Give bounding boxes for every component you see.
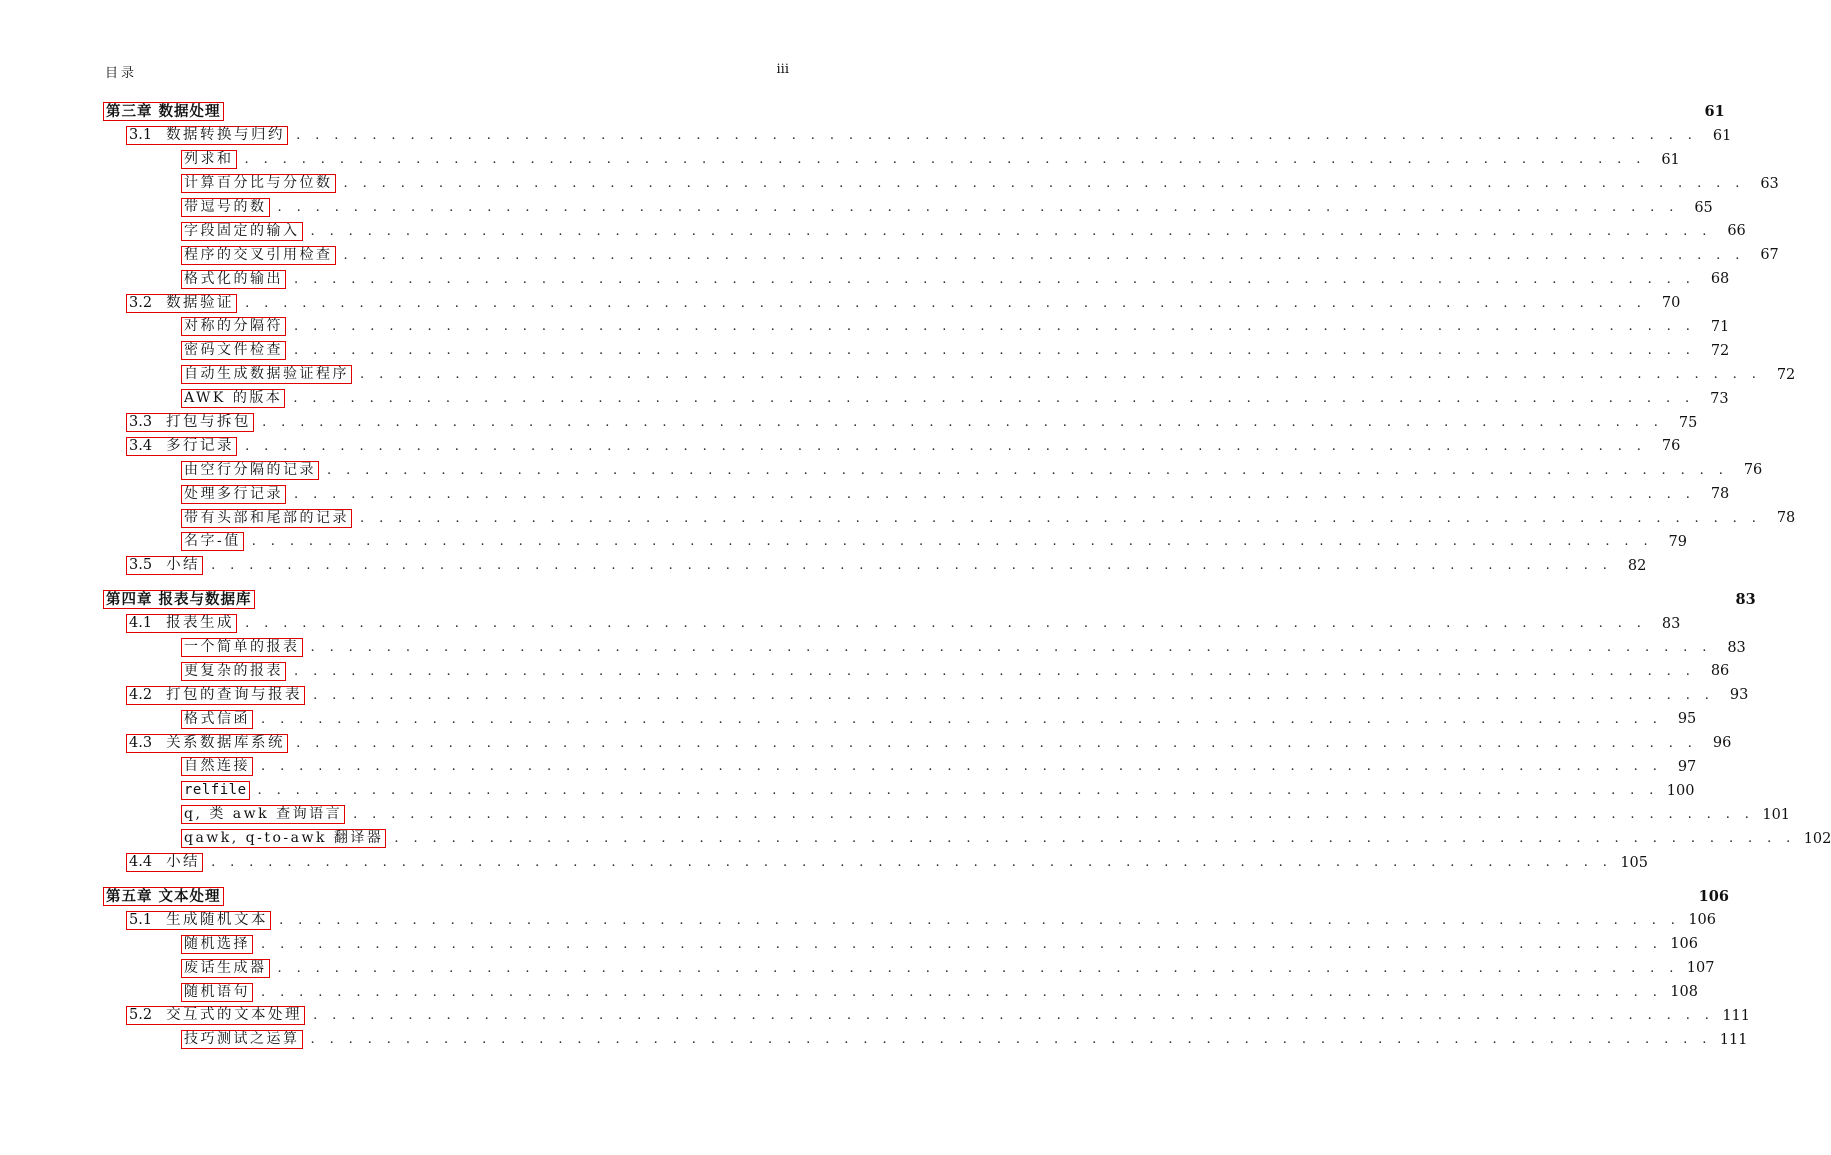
section-number: 4.3	[129, 734, 153, 751]
entry-title: 交互式的文本处理	[166, 1007, 303, 1024]
entry-title: qawk, q-to-awk 翻译器	[184, 830, 384, 847]
toc-subsection-row	[103, 636, 1746, 660]
toc-section-row	[103, 731, 1732, 755]
toc-section-row	[103, 1004, 1751, 1028]
toc-link[interactable]	[181, 1030, 303, 1049]
toc-link[interactable]	[181, 389, 285, 408]
dot-leader: . . . . . . . . . . . . . . . . . . . . . . . . . . . . . . . . . . . . . . . . . . . . . . . . . . . . . . . . . . . . . . . . . . . . . . . . . .	[262, 415, 1664, 431]
toc-link[interactable]	[181, 805, 345, 824]
toc-subsection-row	[103, 827, 1831, 851]
entry-title: 列求和	[184, 151, 234, 168]
entry-title: 格式信函	[184, 710, 250, 727]
page-number: 106	[1688, 912, 1717, 929]
page-number: 86	[1710, 663, 1730, 680]
entry-title: 自然连接	[184, 758, 250, 775]
entry-title: 打包与拆包	[166, 414, 252, 431]
dot-leader: . . . . . . . . . . . . . . . . . . . . . . . . . . . . . . . . . . . . . . . . . . . . . . . . . . . . . . . . . . . . . . . . . . . . . . . . . .	[294, 319, 1696, 335]
dot-leader: . . . . . . . . . . . . . . . . . . . . . . . . . . . . . . . . . . . . . . . . . . . . . . . . . . . . . . . . . . . . . . . . . . . . . . . . . .	[251, 534, 1653, 550]
toc-section-row	[103, 612, 1681, 636]
toc-subsection-row	[103, 339, 1730, 363]
table-of-contents	[103, 100, 1831, 1052]
dot-leader: . . . . . . . . . . . . . . . . . . . . . . . . . . . . . . . . . . . . . . . . . . . . . . . . . . . . . . . . . . . . . . . . . . . . . . . . . .	[343, 176, 1745, 192]
dot-leader: . . . . . . . . . . . . . . . . . . . . . . . . . . . . . . . . . . . . . . . . . . . . . . . . . . . . . . . . . . . . . . . . . . . . . . . . . .	[310, 640, 1712, 656]
toc-link[interactable]	[181, 317, 286, 336]
toc-link[interactable]	[181, 198, 270, 217]
entry-title: 技巧测试之运算	[184, 1031, 300, 1048]
toc-link[interactable]	[126, 911, 271, 930]
dot-leader: . . . . . . . . . . . . . . . . . . . . . . . . . . . . . . . . . . . . . . . . . . . . . . . . . . . . . . . . . . . . . . . . . . . . . . . . . .	[244, 152, 1646, 168]
page-number: 70	[1661, 295, 1681, 312]
dot-leader: . . . . . . . . . . . . . . . . . . . . . . . . . . . . . . . . . . . . . . . . . . . . . . . . . . . . . . . . . . . . . . . . . . . . . . . . . .	[394, 831, 1796, 847]
dot-leader: . . . . . . . . . . . . . . . . . . . . . . . . . . . . . . . . . . . . . . . . . . . . . . . . . . . . . . . . . . . . . . . . . . . . . . . . . .	[277, 960, 1679, 976]
page-number: 72	[1776, 366, 1796, 383]
section-number: 3.3	[129, 414, 153, 431]
page-number: 71	[1710, 318, 1730, 335]
page-number: 107	[1686, 960, 1715, 977]
toc-link[interactable]	[126, 614, 237, 633]
section-number: 3.4	[129, 437, 153, 454]
entry-title: 计算百分比与分位数	[184, 175, 333, 192]
page-number: 76	[1743, 462, 1763, 479]
toc-subsection-row	[103, 172, 1779, 196]
toc-link[interactable]	[103, 102, 224, 121]
entry-title: AWK 的版本	[184, 390, 283, 407]
dot-leader: . . . . . . . . . . . . . . . . . . . . . . . . . . . . . . . . . . . . . . . . . . . . . . . . . . . . . . . . . . . . . . . . . . . . . . . . . .	[327, 462, 1729, 478]
toc-link[interactable]	[181, 959, 270, 978]
toc-link[interactable]	[103, 590, 255, 609]
toc-section-row	[103, 851, 1649, 875]
entry-title: 第五章 文本处理	[106, 887, 221, 905]
page-number: 83	[1661, 615, 1681, 632]
toc-link[interactable]	[126, 437, 237, 456]
dot-leader: . . . . . . . . . . . . . . . . . . . . . . . . . . . . . . . . . . . . . . . . . . . . . . . . . . . . . . . . . . . . . . . . . . . . . . . . . .	[261, 711, 1663, 727]
section-number: 4.2	[129, 686, 153, 703]
page-number: 96	[1712, 735, 1732, 752]
toc-subsection-row	[103, 219, 1746, 243]
page-number: 95	[1677, 711, 1697, 728]
section-number: 4.4	[129, 854, 153, 871]
page-number: 61	[1712, 127, 1732, 144]
entry-title: relfile	[184, 782, 247, 799]
dot-leader: . . . . . . . . . . . . . . . . . . . . . . . . . . . . . . . . . . . . . . . . . . . . . . . . . . . . . . . . . . . . . . . . . . . . . . . . . .	[343, 247, 1745, 263]
toc-subsection-row	[103, 956, 1715, 980]
entry-title: 名字-值	[184, 533, 241, 550]
entry-title: 带有头部和尾部的记录	[184, 509, 349, 526]
entry-title: 第三章 数据处理	[106, 103, 221, 121]
page-number: 73	[1710, 390, 1729, 407]
page-number: 102	[1803, 830, 1831, 847]
entry-title: 密码文件检查	[184, 342, 283, 359]
entry-title: 对称的分隔符	[184, 318, 283, 335]
toc-link[interactable]	[181, 757, 253, 776]
toc-subsection-row	[103, 196, 1713, 220]
toc-link[interactable]	[181, 485, 286, 504]
toc-subsection-row	[103, 530, 1687, 554]
toc-chapter-row	[103, 100, 1725, 124]
entry-title: 带逗号的数	[184, 199, 267, 215]
toc-link[interactable]	[181, 365, 352, 384]
entry-title: 小结	[166, 854, 201, 871]
page-number: 106	[1670, 936, 1698, 953]
toc-subsection-row	[103, 980, 1698, 1004]
page-number: 75	[1678, 414, 1698, 431]
entry-title: 数据验证	[166, 294, 235, 311]
section-number: 3.1	[129, 127, 153, 144]
toc-link[interactable]	[126, 413, 254, 432]
toc-section-row	[103, 124, 1732, 148]
toc-subsection-row	[103, 659, 1730, 683]
page-number: 97	[1677, 758, 1697, 775]
toc-link[interactable]	[181, 341, 286, 360]
entry-title: 自动生成数据验证程序	[184, 366, 349, 383]
page-number: 111	[1722, 1007, 1751, 1024]
page-number: 108	[1670, 984, 1698, 1000]
header-page-number: iii	[776, 62, 789, 77]
dot-leader: . . . . . . . . . . . . . . . . . . . . . . . . . . . . . . . . . . . . . . . . . . . . . . . . . . . . . . . . . . . . . . . . . . . . . . . . . .	[310, 223, 1712, 239]
toc-link[interactable]	[126, 853, 203, 872]
toc-subsection-row	[103, 755, 1697, 779]
toc-section-row	[103, 908, 1717, 932]
dot-leader: . . . . . . . . . . . . . . . . . . . . . . . . . . . . . . . . . . . . . . . . . . . . . . . . . . . . . . . . . . . . . . . . . . . . . . . . . .	[294, 271, 1696, 287]
dot-leader: . . . . . . . . . . . . . . . . . . . . . . . . . . . . . . . . . . . . . . . . . . . . . . . . . . . . . . . . . . . . . . . . . . . . . . . . . .	[293, 391, 1695, 407]
dot-leader: . . . . . . . . . . . . . . . . . . . . . . . . . . . . . . . . . . . . . . . . . . . . . . . . . . . . . . . . . . . . . . . . . . . . . . . . . .	[296, 128, 1698, 144]
entry-title: 一个简单的报表	[184, 639, 300, 656]
page-number: 82	[1627, 557, 1647, 574]
toc-link[interactable]	[126, 556, 203, 575]
dot-leader: . . . . . . . . . . . . . . . . . . . . . . . . . . . . . . . . . . . . . . . . . . . . . . . . . . . . . . . . . . . . . . . . . . . . . . . . . .	[313, 1008, 1715, 1024]
entry-title: q, 类 awk 查询语言	[184, 806, 343, 823]
page-number: 63	[1760, 175, 1779, 192]
page-number: 68	[1710, 271, 1730, 288]
running-header	[105, 62, 789, 82]
toc-link[interactable]	[126, 1006, 305, 1025]
page-number: 79	[1668, 533, 1687, 550]
entry-title: 生成随机文本	[166, 911, 269, 928]
toc-link[interactable]	[126, 126, 288, 145]
toc-subsection-row	[103, 387, 1729, 411]
page-number: 76	[1661, 438, 1681, 455]
toc-section-row	[103, 434, 1681, 458]
section-number: 5.2	[129, 1007, 153, 1024]
toc-section-row	[103, 554, 1647, 578]
page-number: 72	[1710, 342, 1730, 359]
toc-link[interactable]	[181, 270, 286, 289]
toc-link[interactable]	[103, 887, 224, 906]
dot-leader: . . . . . . . . . . . . . . . . . . . . . . . . . . . . . . . . . . . . . . . . . . . . . . . . . . . . . . . . . . . . . . . . . . . . . . . . . .	[277, 200, 1679, 215]
dot-leader: . . . . . . . . . . . . . . . . . . . . . . . . . . . . . . . . . . . . . . . . . . . . . . . . . . . . . . . . . . . . . . . . . . . . . . . . . .	[360, 510, 1762, 526]
page-number: 83	[1727, 639, 1746, 656]
toc-link[interactable]	[181, 532, 244, 551]
toc-link[interactable]	[181, 150, 237, 169]
toc-subsection-row	[103, 1028, 1748, 1052]
page-number: 106	[1698, 887, 1729, 905]
entry-title: 第四章 报表与数据库	[106, 591, 252, 609]
toc-link[interactable]	[181, 222, 303, 241]
dot-leader: . . . . . . . . . . . . . . . . . . . . . . . . . . . . . . . . . . . . . . . . . . . . . . . . . . . . . . . . . . . . . . . . . . . . . . . . . .	[294, 663, 1696, 679]
page-number: 65	[1694, 199, 1713, 216]
entry-title: 打包的查询与报表	[166, 686, 303, 703]
entry-title: 处理多行记录	[184, 485, 283, 502]
toc-link[interactable]	[181, 935, 253, 954]
toc-subsection-row	[103, 779, 1695, 803]
dot-leader: . . . . . . . . . . . . . . . . . . . . . . . . . . . . . . . . . . . . . . . . . . . . . . . . . . . . . . . . . . . . . . . . . . . . . . . . . .	[211, 855, 1613, 871]
toc-link[interactable]	[181, 638, 303, 657]
page-number: 111	[1719, 1031, 1748, 1048]
dot-leader: . . . . . . . . . . . . . . . . . . . . . . . . . . . . . . . . . . . . . . . . . . . . . . . . . . . . . . . . . . . . . . . . . . . . . . . . . .	[211, 558, 1613, 574]
toc-subsection-row	[103, 458, 1763, 482]
entry-title: 报表生成	[166, 615, 235, 632]
entry-title: 随机选择	[184, 935, 250, 952]
page-number: 78	[1710, 486, 1730, 503]
toc-link[interactable]	[181, 710, 253, 729]
page-number: 61	[1661, 151, 1680, 168]
toc-section-row	[103, 683, 1749, 707]
section-number: 3.2	[129, 294, 153, 311]
toc-link[interactable]	[181, 461, 319, 480]
toc-link[interactable]	[126, 686, 305, 705]
toc-link[interactable]	[181, 829, 386, 848]
page-number: 83	[1735, 591, 1756, 609]
entry-title: 格式化的输出	[184, 270, 283, 287]
toc-link[interactable]	[126, 734, 288, 753]
toc-subsection-row	[103, 482, 1730, 506]
dot-leader: . . . . . . . . . . . . . . . . . . . . . . . . . . . . . . . . . . . . . . . . . . . . . . . . . . . . . . . . . . . . . . . . . . . . . . . . . .	[257, 783, 1659, 799]
toc-chapter-row	[103, 588, 1756, 612]
toc-link[interactable]	[126, 294, 237, 313]
dot-leader: . . . . . . . . . . . . . . . . . . . . . . . . . . . . . . . . . . . . . . . . . . . . . . . . . . . . . . . . . . . . . . . . . . . . . . . . . .	[279, 912, 1681, 928]
toc-subsection-row	[103, 932, 1698, 956]
dot-leader: . . . . . . . . . . . . . . . . . . . . . . . . . . . . . . . . . . . . . . . . . . . . . . . . . . . . . . . . . . . . . . . . . . . . . . . . . .	[296, 735, 1698, 751]
section-number: 3.5	[129, 557, 153, 574]
dot-leader: . . . . . . . . . . . . . . . . . . . . . . . . . . . . . . . . . . . . . . . . . . . . . . . . . . . . . . . . . . . . . . . . . . . . . . . . . .	[294, 343, 1696, 359]
toc-subsection-row	[103, 243, 1779, 267]
header-section-title: 目录	[105, 66, 138, 81]
toc-subsection-row	[103, 506, 1796, 530]
entry-title: 小结	[166, 557, 201, 574]
page-number: 66	[1727, 223, 1746, 240]
entry-title: 程序的交叉引用检查	[184, 246, 333, 263]
dot-leader: . . . . . . . . . . . . . . . . . . . . . . . . . . . . . . . . . . . . . . . . . . . . . . . . . . . . . . . . . . . . . . . . . . . . . . . . . .	[294, 486, 1696, 502]
page-number: 67	[1760, 247, 1779, 264]
toc-subsection-row	[103, 267, 1730, 291]
toc-subsection-row	[103, 148, 1680, 172]
dot-leader: . . . . . . . . . . . . . . . . . . . . . . . . . . . . . . . . . . . . . . . . . . . . . . . . . . . . . . . . . . . . . . . . . . . . . . . . . .	[261, 759, 1663, 775]
dot-leader: . . . . . . . . . . . . . . . . . . . . . . . . . . . . . . . . . . . . . . . . . . . . . . . . . . . . . . . . . . . . . . . . . . . . . . . . . .	[261, 984, 1663, 1000]
page-number: 78	[1776, 510, 1796, 527]
entry-title: 废话生成器	[184, 959, 267, 976]
entry-title: 由空行分隔的记录	[184, 461, 316, 478]
page-number: 93	[1729, 687, 1749, 704]
toc-subsection-row	[103, 315, 1730, 339]
entry-title: 字段固定的输入	[184, 222, 300, 239]
page-number: 100	[1666, 782, 1695, 799]
toc-subsection-row	[103, 707, 1697, 731]
toc-link[interactable]	[181, 662, 286, 681]
entry-title: 随机语句	[184, 983, 250, 1000]
dot-leader: . . . . . . . . . . . . . . . . . . . . . . . . . . . . . . . . . . . . . . . . . . . . . . . . . . . . . . . . . . . . . . . . . . . . . . . . . .	[310, 1032, 1712, 1048]
section-number: 4.1	[129, 615, 153, 632]
entry-title: 数据转换与归约	[166, 127, 286, 144]
toc-subsection-row	[103, 363, 1796, 387]
toc-link[interactable]	[181, 781, 250, 800]
page-number: 61	[1704, 103, 1725, 121]
entry-title: 关系数据库系统	[166, 734, 286, 751]
page-number: 105	[1620, 854, 1649, 871]
dot-leader: . . . . . . . . . . . . . . . . . . . . . . . . . . . . . . . . . . . . . . . . . . . . . . . . . . . . . . . . . . . . . . . . . . . . . . . . . .	[245, 295, 1647, 311]
toc-link[interactable]	[181, 246, 336, 265]
dot-leader: . . . . . . . . . . . . . . . . . . . . . . . . . . . . . . . . . . . . . . . . . . . . . . . . . . . . . . . . . . . . . . . . . . . . . . . . . .	[360, 367, 1762, 383]
dot-leader: . . . . . . . . . . . . . . . . . . . . . . . . . . . . . . . . . . . . . . . . . . . . . . . . . . . . . . . . . . . . . . . . . . . . . . . . . .	[245, 438, 1647, 454]
dot-leader: . . . . . . . . . . . . . . . . . . . . . . . . . . . . . . . . . . . . . . . . . . . . . . . . . . . . . . . . . . . . . . . . . . . . . . . . . .	[353, 807, 1755, 823]
dot-leader: . . . . . . . . . . . . . . . . . . . . . . . . . . . . . . . . . . . . . . . . . . . . . . . . . . . . . . . . . . . . . . . . . . . . . . . . . .	[261, 936, 1663, 952]
dot-leader: . . . . . . . . . . . . . . . . . . . . . . . . . . . . . . . . . . . . . . . . . . . . . . . . . . . . . . . . . . . . . . . . . . . . . . . . . .	[313, 687, 1715, 703]
toc-chapter-row	[103, 885, 1729, 909]
toc-link[interactable]	[181, 509, 352, 528]
toc-link[interactable]	[181, 983, 253, 1002]
entry-title: 多行记录	[166, 437, 235, 454]
toc-section-row	[103, 411, 1698, 435]
section-number: 5.1	[129, 911, 153, 928]
dot-leader: . . . . . . . . . . . . . . . . . . . . . . . . . . . . . . . . . . . . . . . . . . . . . . . . . . . . . . . . . . . . . . . . . . . . . . . . . .	[245, 616, 1647, 632]
toc-section-row	[103, 291, 1681, 315]
toc-subsection-row	[103, 803, 1791, 827]
toc-link[interactable]	[181, 174, 336, 193]
entry-title: 更复杂的报表	[184, 662, 283, 679]
page-number: 101	[1762, 806, 1791, 823]
